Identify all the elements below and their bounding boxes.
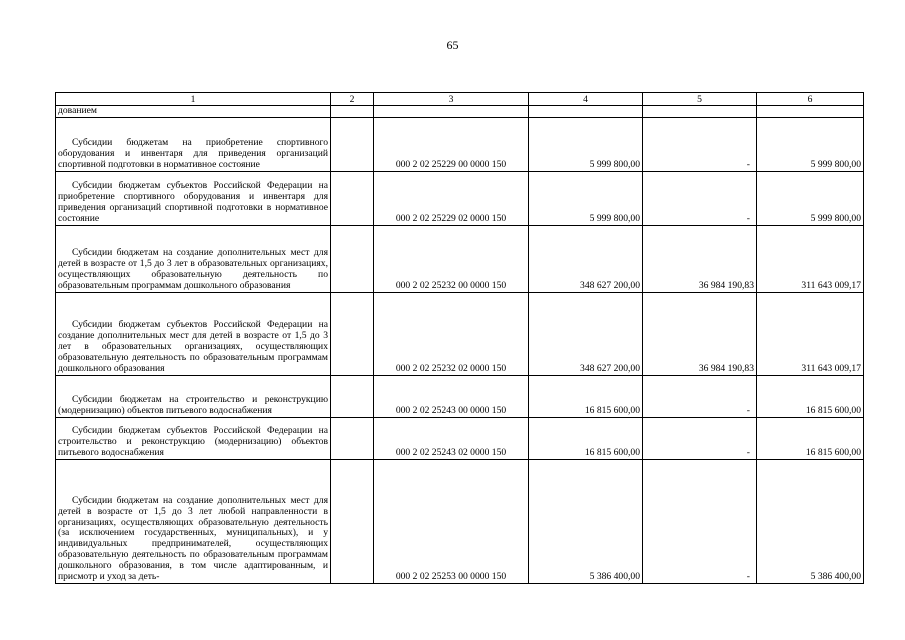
row-name: Субсидии бюджетам на приобретение спортивного оборудования и инвентаря для приведения организаций спортивной подготовки в нормативное состояние (56, 118, 331, 172)
column-header: 5 (643, 93, 757, 106)
row-value-col5: - (643, 460, 757, 584)
row-code: 000 2 02 25232 02 0000 150 (374, 293, 529, 376)
row-value-col5: - (643, 418, 757, 460)
table-row (56, 226, 864, 293)
row-value-col4: 348 627 200,00 (529, 293, 643, 376)
row-code: 000 2 02 25229 02 0000 150 (374, 172, 529, 226)
row-value-col4: 16 815 600,00 (529, 376, 643, 418)
row-name: дованием (56, 106, 331, 118)
row-value-col5: - (643, 376, 757, 418)
table-row (56, 293, 864, 376)
column-header: 6 (757, 93, 864, 106)
row-value-col4: 348 627 200,00 (529, 226, 643, 293)
column-header: 3 (374, 93, 529, 106)
row-value-col6: 311 643 009,17 (757, 226, 864, 293)
row-value-col5: 36 984 190,83 (643, 226, 757, 293)
column-header: 1 (56, 93, 331, 106)
column-header: 2 (331, 93, 374, 106)
row-name: Субсидии бюджетам на создание дополнительных мест для детей в возрасте от 1,5 до 3 лет в образовательных организациях, осуществляющих образовательную деятельность по образовательным программам дошкольного образования (56, 226, 331, 293)
row-value-col4: 16 815 600,00 (529, 418, 643, 460)
row-value-col5: - (643, 118, 757, 172)
row-value-col6: 311 643 009,17 (757, 293, 864, 376)
row-name: Субсидии бюджетам субъектов Российской Федерации на приобретение спортивного оборудования и инвентаря для приведения организаций спортивной подготовки в нормативное состояние (56, 172, 331, 226)
row-name: Субсидии бюджетам на строительство и реконструкцию (модернизацию) объектов питьевого водоснабжения (56, 376, 331, 418)
row-value-col4: 5 999 800,00 (529, 118, 643, 172)
table-row-continuation (56, 106, 864, 118)
row-code: 000 2 02 25232 00 0000 150 (374, 226, 529, 293)
row-value-col6: 5 999 800,00 (757, 172, 864, 226)
row-code: 000 2 02 25243 02 0000 150 (374, 418, 529, 460)
column-header: 4 (529, 93, 643, 106)
row-name: Субсидии бюджетам на создание дополнительных мест для детей в возрасте от 1,5 до 3 лет любой направленности в организациях, осуществляющих образовательную деятельность (за исключением государственных, муниципальных), и у индивидуальных предпринимателей, осуществляющих образовательную деятельность по образовательным программам дошкольного образования, в том числе адаптированным, и присмотр и уход за деть- (56, 460, 331, 584)
row-name: Субсидии бюджетам субъектов Российской Федерации на строительство и реконструкцию (модернизацию) объектов питьевого водоснабжения (56, 418, 331, 460)
row-value-col5: 36 984 190,83 (643, 293, 757, 376)
table-row (56, 118, 864, 172)
table-row (56, 460, 864, 584)
row-value-col6: 5 386 400,00 (757, 460, 864, 584)
row-code: 000 2 02 25253 00 0000 150 (374, 460, 529, 584)
row-value-col6: 16 815 600,00 (757, 418, 864, 460)
budget-table (55, 92, 864, 584)
row-value-col4: 5 999 800,00 (529, 172, 643, 226)
table-row (56, 376, 864, 418)
page-number: 65 (446, 38, 459, 52)
table-header-row (56, 93, 864, 106)
row-value-col6: 5 999 800,00 (757, 118, 864, 172)
row-code: 000 2 02 25229 00 0000 150 (374, 118, 529, 172)
table-row (56, 172, 864, 226)
row-code: 000 2 02 25243 00 0000 150 (374, 376, 529, 418)
row-name: Субсидии бюджетам субъектов Российской Федерации на создание дополнительных мест для детей в возрасте от 1,5 до 3 лет в образовательных организациях, осуществляющих образовательную деятельность по образовательным программам дошкольного образования (56, 293, 331, 376)
row-value-col5: - (643, 172, 757, 226)
table-row (56, 418, 864, 460)
row-value-col6: 16 815 600,00 (757, 376, 864, 418)
row-value-col4: 5 386 400,00 (529, 460, 643, 584)
